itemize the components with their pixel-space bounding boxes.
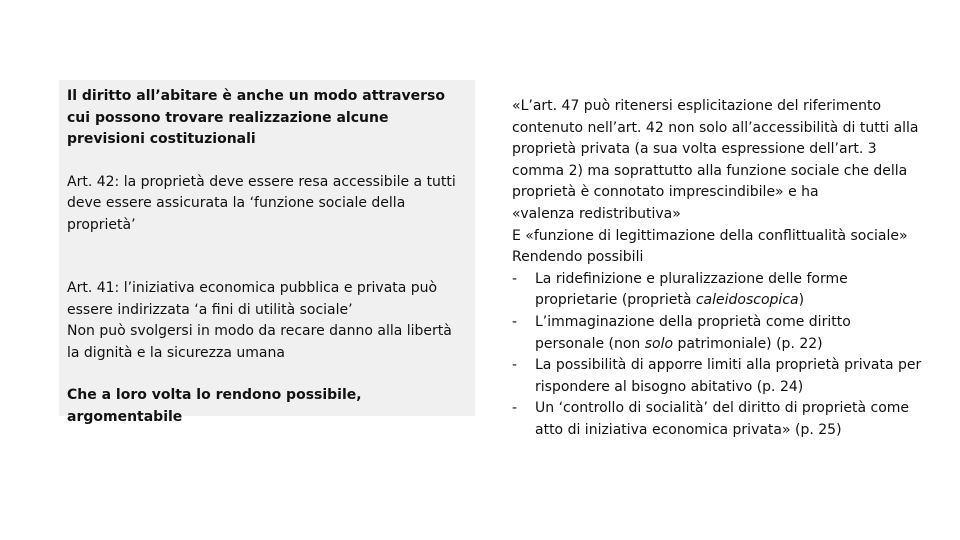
art41-text: Art. 41: l’iniziativa economica pubblica e privata può essere indirizzata ‘a fini di utilità sociale’ — [67, 280, 438, 318]
list-item-text: La possibilità di apporre limiti alla proprietà privata per rispondere al bisogno abitativo (p. 24) — [535, 357, 922, 395]
list-item-text: Un ‘controllo di socialità’ del diritto di proprietà come atto di iniziativa economica privata» (p. 25) — [535, 400, 910, 438]
list-dash: - — [512, 400, 518, 417]
list-item-text: L’immaginazione della proprietà come diritto personale (non — [535, 313, 851, 352]
art41-continuation: Non può svolgersi in modo da recare danno alla libertà la dignità e la sicurezza umana — [67, 323, 452, 361]
possibilities-list — [512, 269, 922, 442]
list-item — [512, 269, 922, 312]
list-dash: - — [512, 313, 518, 330]
list-item — [512, 355, 922, 398]
valenza-line: «valenza redistributiva» — [512, 205, 681, 222]
list-dash: - — [512, 270, 518, 287]
art42-text: Art. 42: la proprietà deve essere resa accessibile a tutti deve essere assicurata la ‘funzione sociale della proprietà’ — [67, 173, 456, 233]
list-item-emphasis: solo — [644, 335, 674, 352]
rendendo-line: Rendendo possibili — [512, 249, 644, 266]
list-item-text: La ridefinizione e pluralizzazione delle forme proprietarie (proprietà — [535, 270, 848, 309]
list-item-text: patrimoniale) (p. 22) — [673, 335, 823, 352]
funzione-line: E «funzione di legittimazione della conflittualità sociale» — [512, 227, 908, 244]
box-heading: Il diritto all’abitare è anche un modo attraverso cui possono trovare realizzazione alcune previsioni costituzionali — [67, 88, 445, 147]
quote-column — [512, 96, 922, 442]
list-item-emphasis: caleidoscopica — [695, 292, 799, 309]
constitution-box — [59, 80, 475, 425]
list-item — [512, 312, 922, 355]
box-closing: Che a loro volta lo rendono possibile, argomentabile — [67, 387, 362, 425]
quote-paragraph: «L’art. 47 può ritenersi esplicitazione del riferimento contenuto nell’art. 42 non solo all’accessibilità di tutti alla proprietà privata (a sua volta espressione dell’art. 3 comma 2) ma soprattutto alla funzione sociale che della proprietà è connotato imprescindibile» e ha — [512, 98, 919, 201]
list-item-text: ) — [798, 292, 805, 309]
list-item — [512, 398, 922, 441]
list-dash: - — [512, 357, 518, 374]
